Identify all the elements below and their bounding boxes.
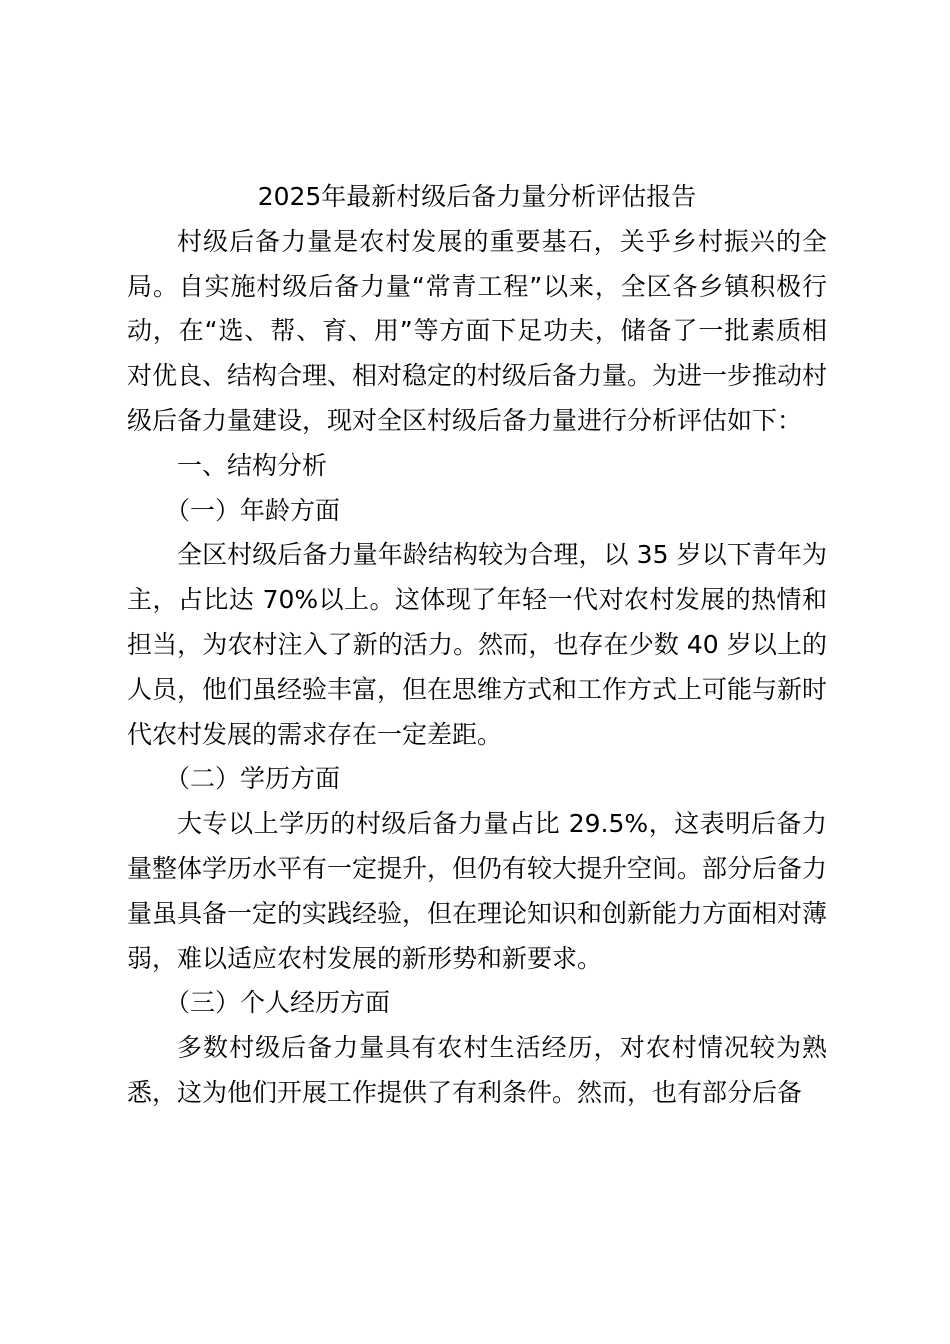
intro-paragraph: 村级后备力量是农村发展的重要基石，关乎乡村振兴的全局。自实施村级后备力量“常青工程”以来，全区各乡镇积极行动，在“选、帮、育、用”等方面下足功夫，储备了一批素质相对优良、结构合理、相对稳定的村级后备力量。为进一步推动村级后备力量建设，现对全区村级后备力量进行分析评估如下： <box>127 226 828 435</box>
paragraph-age: 全区村级后备力量年龄结构较为合理，以 35 岁以下青年为主，占比达 70%以上。这体现了年轻一代对农村发展的热情和担当，为农村注入了新的活力。然而，也存在少数 40 岁以上的人员，他们虽经验丰富，但在思维方式和工作方式上可能与新时代农村发展的需求存在一定差距。 <box>127 540 828 749</box>
subheading-age: （一）年龄方面 <box>165 495 341 525</box>
document-body <box>127 175 827 1116</box>
section-heading-structure-analysis: 一、结构分析 <box>177 450 328 480</box>
document-title: 2025年最新村级后备力量分析评估报告 <box>257 182 697 211</box>
paragraph-education: 大专以上学历的村级后备力量占比 29.5%，这表明后备力量整体学历水平有一定提升，但仍有较大提升空间。部分后备力量虽具备一定的实践经验，但在理论知识和创新能力方面相对薄弱，难以适应农村发展的新形势和新要求。 <box>127 809 828 973</box>
paragraph-experience: 多数村级后备力量具有农村生活经历，对农村情况较为熟悉，这为他们开展工作提供了有利条件。然而，也有部分后备 <box>127 1033 827 1107</box>
subheading-experience: （三）个人经历方面 <box>165 988 391 1018</box>
subheading-education: （二）学历方面 <box>165 764 341 794</box>
